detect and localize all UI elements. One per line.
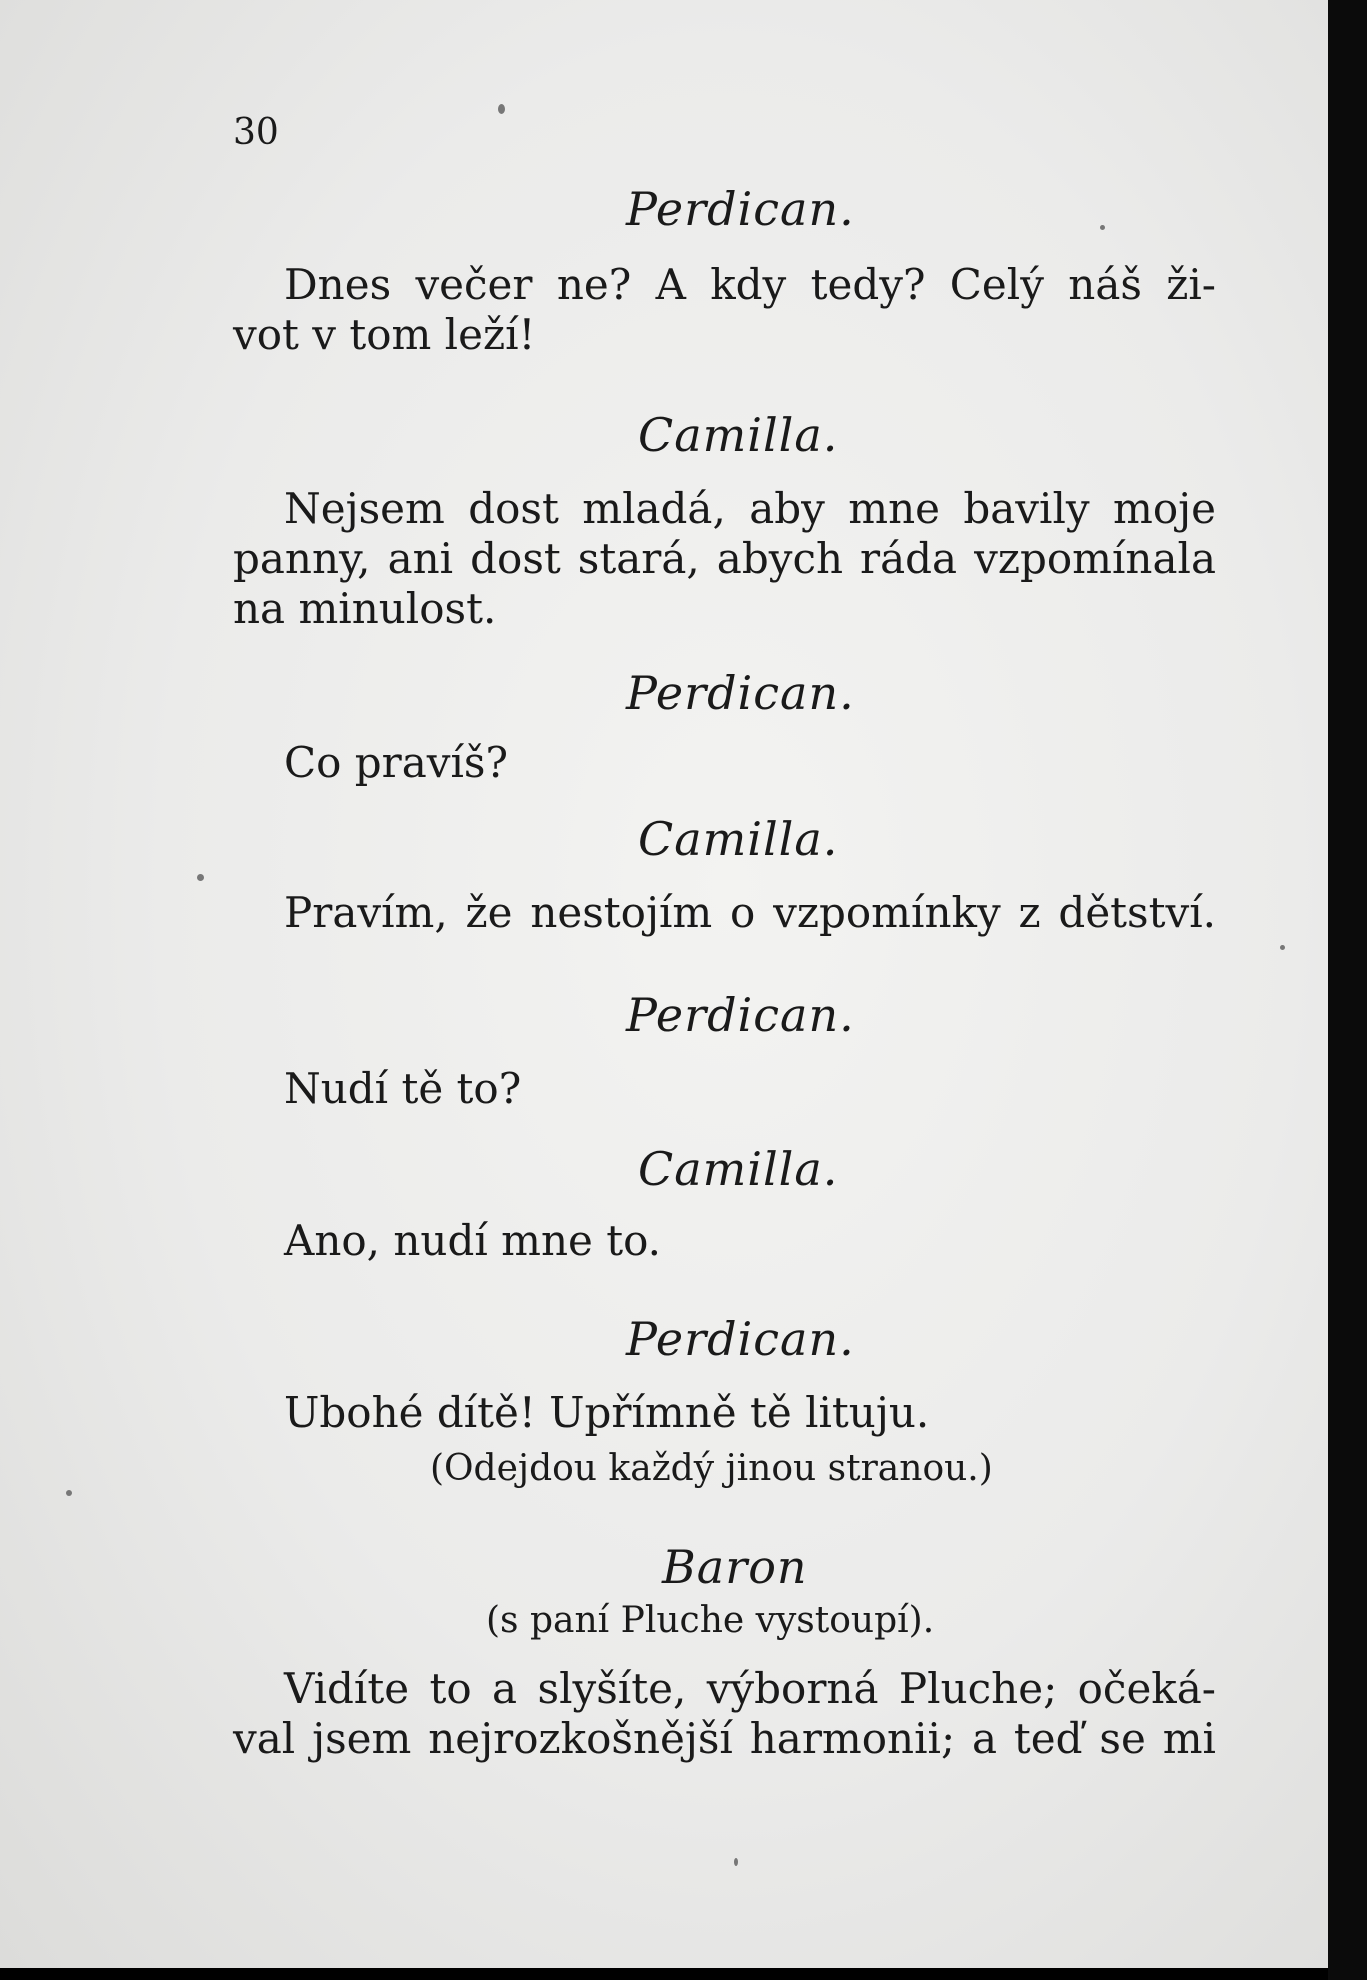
dialogue-line: Dnes večer ne? A kdy tedy? Celý náš ži-: [284, 260, 1216, 309]
scan-speck: [734, 1858, 738, 1866]
speaker-name: Baron: [662, 1540, 808, 1594]
scan-speck: [197, 874, 204, 881]
stage-direction: (s paní Pluche vystoupí).: [486, 1600, 935, 1641]
speaker-name: Perdican.: [626, 1312, 855, 1366]
dialogue-line: Nejsem dost mladá, aby mne bavily moje: [284, 484, 1216, 533]
stage-direction: (Odejdou každý jinou stranou.): [430, 1448, 993, 1489]
dialogue-line: Ubohé dítě! Upřímně tě lituju.: [284, 1388, 930, 1437]
speaker-name: Perdican.: [626, 666, 855, 720]
dialogue-line: panny, ani dost stará, abych ráda vzpomínala: [233, 534, 1216, 583]
dialogue-line: Pravím, že nestojím o vzpomínky z dětství.: [284, 888, 1216, 937]
page-number: 30: [233, 112, 279, 153]
page-edge-shadow: [1328, 0, 1367, 1980]
scan-speck: [498, 104, 505, 114]
dialogue-line: val jsem nejrozkošnější harmonii; a teď se mi: [233, 1714, 1216, 1763]
speaker-name: Camilla.: [638, 812, 839, 866]
speaker-name: Camilla.: [638, 1142, 839, 1196]
dialogue-line: vot v tom leží!: [233, 310, 536, 359]
dialogue-line: Nudí tě to?: [284, 1064, 522, 1113]
speaker-name: Camilla.: [638, 408, 839, 462]
scan-speck: [66, 1490, 72, 1496]
speaker-name: Perdican.: [626, 988, 855, 1042]
dialogue-line: Co pravíš?: [284, 738, 509, 787]
speaker-name: Perdican.: [626, 182, 855, 236]
scan-speck: [1280, 945, 1285, 950]
scan-speck: [1100, 225, 1105, 230]
dialogue-line: Vidíte to a slyšíte, výborná Pluche; očeká-: [284, 1664, 1216, 1713]
dialogue-line: Ano, nudí mne to.: [284, 1216, 661, 1265]
dialogue-line: na minulost.: [233, 584, 497, 633]
